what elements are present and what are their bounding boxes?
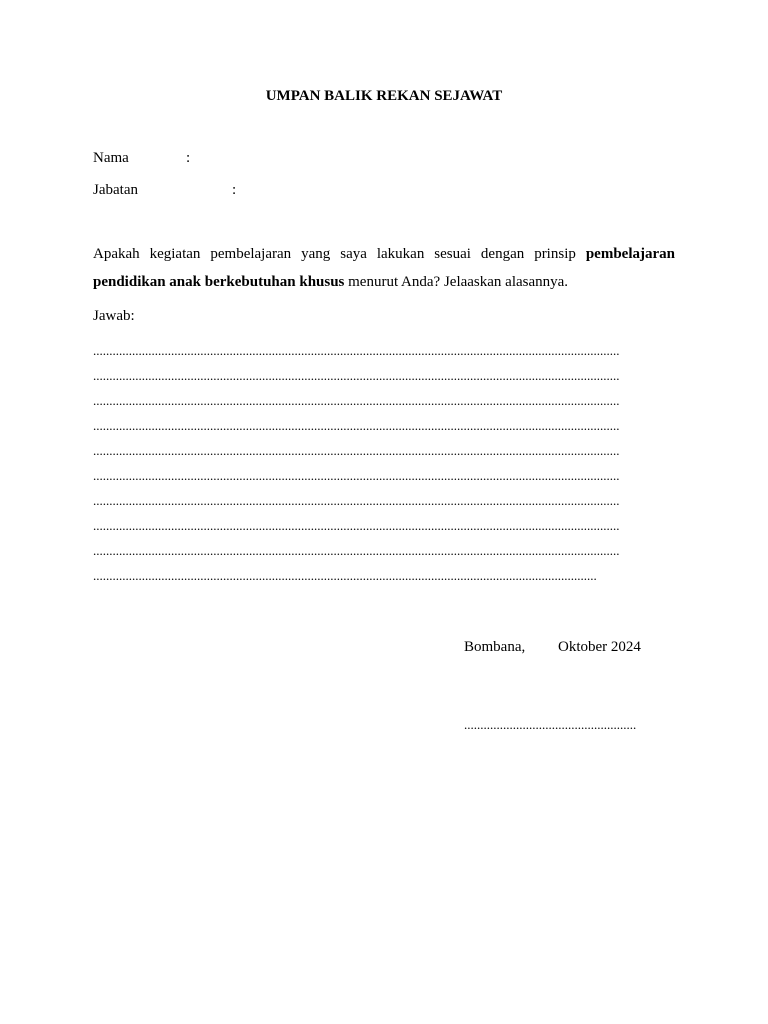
answer-line: ..................................................................................................................................................................: [93, 543, 620, 558]
answer-line: ..................................................................................................................................................................: [93, 368, 620, 383]
answer-line: ..................................................................................................................................................................: [93, 443, 620, 458]
answer-line: ..................................................................................................................................................................: [93, 343, 620, 358]
answer-line: ..................................................................................................................................................................: [93, 493, 620, 508]
answer-lines: [93, 338, 675, 588]
answer-line: ..................................................................................................................................................................: [93, 418, 620, 433]
document-title: UMPAN BALIK REKAN SEJAWAT: [265, 88, 503, 104]
question-part-1: Apakah kegiatan pembelajaran yang saya lakukan sesuai dengan prinsip: [93, 246, 586, 262]
answer-line: ..................................................................................................................................................................: [93, 468, 620, 483]
date-label: Oktober 2024: [558, 639, 641, 655]
jabatan-colon: :: [232, 182, 237, 198]
answer-line: ..................................................................................................................................................................: [93, 518, 620, 533]
nama-colon: :: [186, 150, 191, 166]
answer-line: ..................................................................................................................................................................: [93, 393, 620, 408]
answer-line: ...........................................................................................................................................................: [93, 568, 597, 583]
question-text: [93, 240, 675, 296]
nama-label: Nama: [93, 150, 129, 166]
question-part-2: menurut Anda? Jelaaskan alasannya.: [344, 274, 569, 290]
jabatan-label: Jabatan: [93, 182, 138, 198]
answer-label: Jawab:: [93, 308, 135, 324]
signature-line: .....................................................: [464, 717, 637, 732]
question-bold-phrase: pembelajaran pendidikan anak berkebutuhan khusus: [93, 246, 675, 290]
place-label: Bombana,: [464, 639, 526, 655]
